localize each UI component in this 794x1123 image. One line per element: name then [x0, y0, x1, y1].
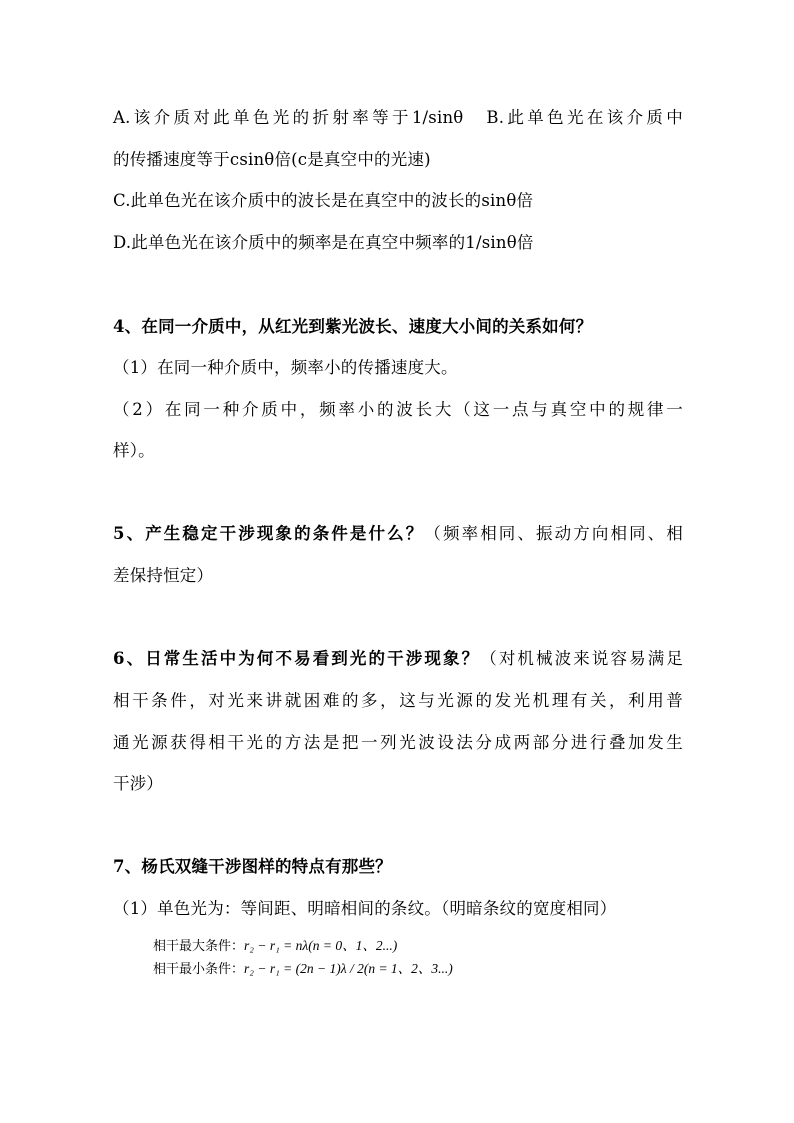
formula-max-expression: r₂ − r₁ = nλ(n = 0、1、2...)	[244, 938, 398, 953]
question-6-answer-line-3: 通光源获得相干光的方法是把一列光波设法分成两部分进行叠加发生	[113, 733, 683, 752]
question-6-answer-line-4: 干涉）	[113, 774, 164, 793]
formula-max-condition	[153, 937, 397, 956]
question-5-line	[113, 522, 683, 546]
question-6-line	[113, 647, 683, 671]
formula-min-expression: r₂ − r₁ = (2n − 1)λ / 2(n = 1、2、3...)	[244, 961, 453, 976]
question-7-answer-1: （1）单色光为：等间距、明暗相间的条纹。（明暗条纹的宽度相同）	[113, 899, 617, 918]
question-4-heading: 4、在同一介质中，从红光到紫光波长、速度大小间的关系如何？	[113, 317, 593, 336]
question-5-heading: 5、产生稳定干涉现象的条件是什么？	[113, 524, 425, 543]
option-b-continuation: 的传播速度等于csinθ倍(c是真空中的光速)	[113, 150, 431, 169]
question-4-answer-2: （2）在同一种介质中，频率小的波长大（这一点与真空中的规律一	[113, 400, 683, 419]
question-4-answer-2-continuation: 样）。	[113, 441, 155, 460]
question-6-answer: （对机械波来说容易满足	[480, 649, 684, 668]
question-6-answer-line-2: 相干条件，对光来讲就困难的多，这与光源的发光机理有关，利用普	[113, 691, 683, 710]
option-a-b-line: A.该介质对此单色光的折射率等于1/sinθ B.此单色光在该介质中	[113, 108, 683, 127]
formula-max-label: 相干最大条件：	[153, 939, 245, 954]
question-7-heading: 7、杨氏双缝干涉图样的特点有那些？	[113, 857, 392, 876]
question-6-heading: 6、日常生活中为何不易看到光的干涉现象？	[113, 649, 481, 668]
question-4-answer-1: （1）在同一种介质中，频率小的传播速度大。	[113, 358, 458, 377]
option-d-line: D.此单色光在该介质中的频率是在真空中频率的1/sinθ倍	[113, 233, 534, 252]
option-c-line: C.此单色光在该介质中的波长是在真空中的波长的sinθ倍	[113, 191, 534, 210]
formula-min-condition	[153, 960, 453, 979]
formula-min-label: 相干最小条件：	[153, 962, 245, 977]
question-5-answer: （频率相同、振动方向相同、相	[424, 524, 683, 543]
question-5-answer-continuation: 差保持恒定）	[113, 566, 214, 585]
